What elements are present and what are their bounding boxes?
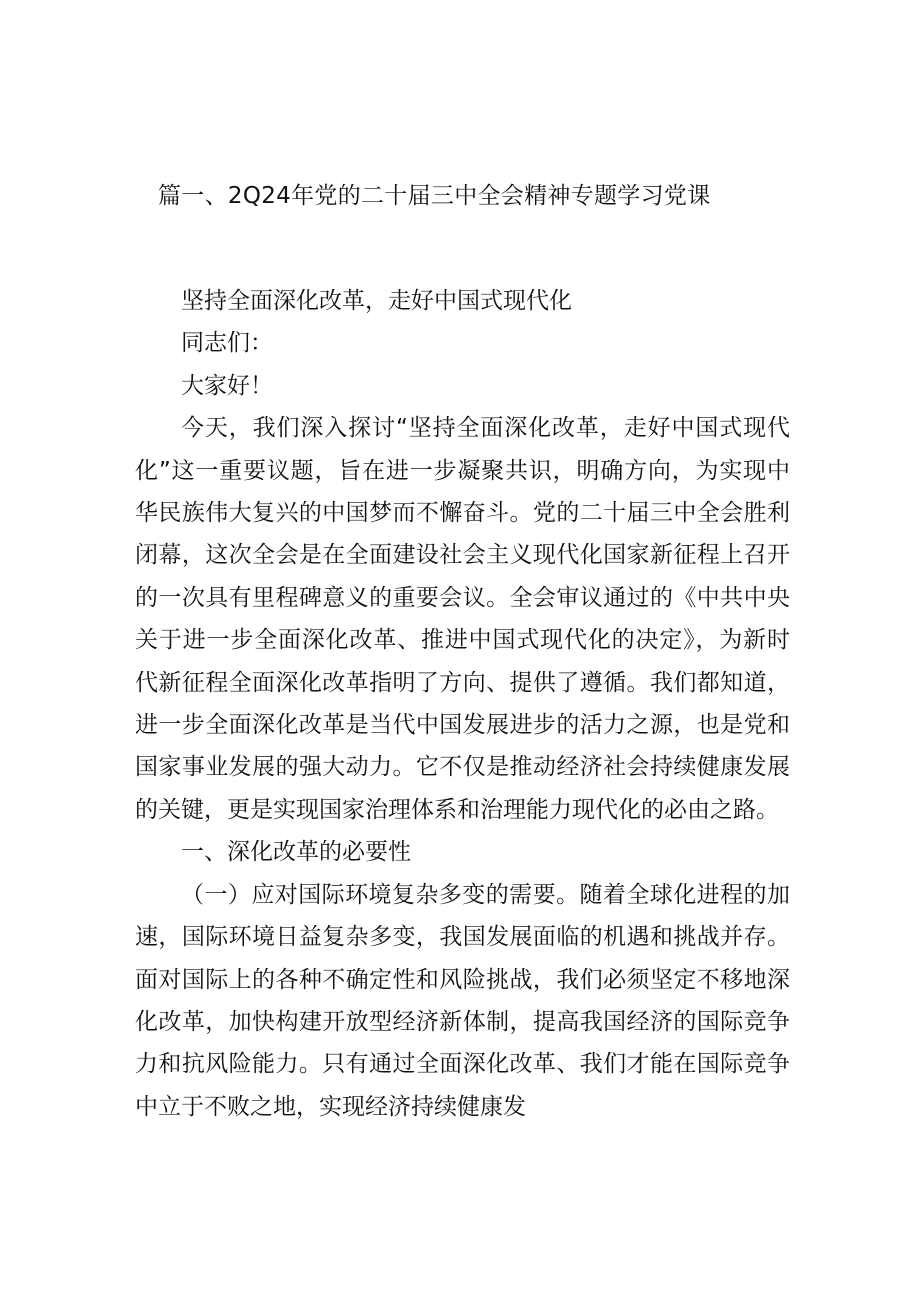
speech-title: 坚持全面深化改革，走好中国式现代化 <box>181 288 572 314</box>
document-body <box>135 280 790 1128</box>
intro-paragraph: 今天，我们深入探讨“坚持全面深化改革，走好中国式现代化”这一重要议题，旨在进一步凝聚共识，明确方向，为实现中华民族伟大复兴的中国梦而不懈奋斗。党的二十届三中全会胜利闭幕，这次全会是在全面建设社会主义现代化国家新征程上召开的一次具有里程碑意义的重要会议。全会审议通过的《中共中央关于进一步全面深化改革、推进中国式现代化的决定》，为新时代新征程全面深化改革指明了方向、提供了遵循。我们都知道，进一步全面深化改革是当代中国发展进步的活力之源，也是党和国家事业发展的强大动力。它不仅是推动经济社会持续健康发展的关键，更是实现国家治理体系和治理能力现代化的必由之路。 <box>135 415 790 823</box>
document-heading: 篇一、2Q24年党的二十届三中全会精神专题学习党课 <box>158 183 711 209</box>
body-paragraph: （一）应对国际环境复杂多变的需要。随着全球化进程的加速，国际环境日益复杂多变，我国发展面临的机遇和挑战并存。面对国际上的各种不确定性和风险挑战，我们必须坚定不移地深化改革，加快构建开放型经济新体制，提高我国经济的国际竞争力和抗风险能力。只有通过全面深化改革、我们才能在国际竞争中立于不败之地，实现经济持续健康发 <box>135 881 790 1120</box>
salutation: 同志们： <box>181 330 273 357</box>
section-heading: 一、深化改革的必要性 <box>181 839 411 866</box>
greeting: 大家好！ <box>181 372 273 399</box>
